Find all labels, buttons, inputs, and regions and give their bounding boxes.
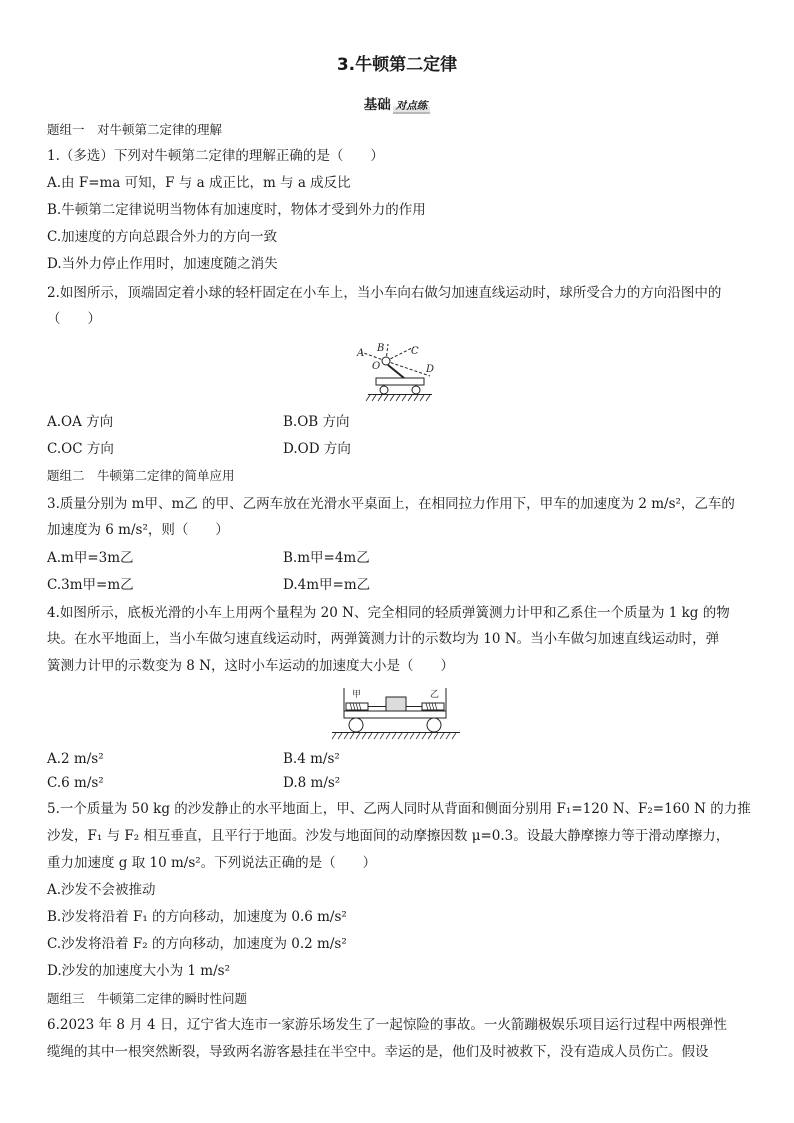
q5-option-c: C.沙发将沿着 F₂ 的方向移动，加速度为 0.2 m/s² bbox=[47, 936, 347, 952]
q2-stem-line2: （ ） bbox=[47, 311, 101, 327]
q4-stem-line1: 4.如图所示，底板光滑的小车上用两个量程为 20 N、完全相同的轻质弹簧测力计甲和乙系住一个质量为 1 kg 的物 bbox=[47, 605, 730, 621]
q2-label-o: O bbox=[372, 361, 381, 372]
q2-dir-oc bbox=[386, 347, 414, 361]
q6-stem-line1: 6.2023 年 8 月 4 日，辽宁省大连市一家游乐场发生了一起惊险的事故。一火箭蹦极娱乐项目运行过程中两根弹性 bbox=[47, 1017, 727, 1033]
q1-option-a: A.由 F=ma 可知，F 与 a 成正比，m 与 a 成反比 bbox=[47, 175, 351, 191]
q2-cart-body bbox=[376, 378, 424, 385]
q3-stem-line1: 3.质量分别为 m甲、m乙 的甲、乙两车放在光滑水平桌面上，在相同拉力作用下，甲车的加速度为 2 m/s²，乙车的 bbox=[47, 496, 735, 512]
q4-wheel-right bbox=[427, 718, 441, 732]
q2-label-b: B bbox=[377, 343, 385, 354]
q2-wheel-right bbox=[412, 386, 420, 394]
q1-option-b: B.牛顿第二定律说明当物体有加速度时，物体才受到外力的作用 bbox=[47, 202, 426, 218]
q1-option-c: C.加速度的方向总跟合外力的方向一致 bbox=[47, 229, 278, 245]
q5-stem-line3: 重力加速度 g 取 10 m/s²。下列说法正确的是（ ） bbox=[47, 855, 377, 871]
group-heading-1: 题组一 对牛顿第二定律的理解 bbox=[47, 122, 223, 137]
q4-stem-line3: 簧测力计甲的示数变为 8 N，这时小车运动的加速度大小是（ ） bbox=[47, 658, 454, 674]
q2-ball bbox=[382, 357, 390, 365]
q4-ground-hatch bbox=[332, 733, 456, 739]
q3-option-a: A.m甲=3m乙 bbox=[47, 550, 134, 566]
q3-option-c: C.3m甲=m乙 bbox=[47, 577, 134, 593]
banner-main: 基础 bbox=[363, 97, 391, 113]
q4-label-yi: 乙 bbox=[430, 690, 440, 700]
q5-stem-line1: 5.一个质量为 50 kg 的沙发静止的水平地面上，甲、乙两人同时从背面和侧面分别用 F₁=120 N、F₂=160 N 的力推 bbox=[47, 801, 751, 817]
q2-label-a: A bbox=[357, 348, 365, 359]
q1-stem: 1.（多选）下列对牛顿第二定律的理解正确的是（ ） bbox=[47, 148, 384, 164]
section-banner bbox=[0, 93, 794, 113]
q4-wheel-left bbox=[349, 718, 363, 732]
q2-option-b: B.OB 方向 bbox=[283, 414, 350, 430]
q2-option-a: A.OA 方向 bbox=[47, 414, 114, 430]
q2-figure bbox=[350, 338, 450, 406]
q3-option-b: B.m甲=4m乙 bbox=[283, 550, 370, 566]
q4-option-d: D.8 m/s² bbox=[283, 775, 341, 791]
q4-stem-line2: 块。在水平地面上，当小车做匀速直线运动时，两弹簧测力计的示数均为 10 N。当小车做匀加速直线运动时，弹 bbox=[47, 631, 720, 647]
banner-sub: 对点练 bbox=[393, 100, 431, 114]
q3-stem-line2: 加速度为 6 m/s²，则（ ） bbox=[47, 522, 229, 538]
q6-stem-line2: 缆绳的其中一根突然断裂，导致两名游客悬挂在半空中。幸运的是，他们及时被救下，没有造成人员伤亡。假设 bbox=[47, 1044, 709, 1060]
q4-figure bbox=[328, 684, 464, 740]
q5-option-b: B.沙发将沿着 F₁ 的方向移动，加速度为 0.6 m/s² bbox=[47, 909, 347, 925]
q4-block bbox=[386, 697, 406, 711]
q4-label-jia: 甲 bbox=[352, 690, 362, 700]
q2-label-c: C bbox=[411, 346, 419, 357]
q2-stem-line1: 2.如图所示，顶端固定着小球的轻杆固定在小车上，当小车向右做匀加速直线运动时，球所受合力的方向沿图中的 bbox=[47, 285, 722, 301]
q3-option-d: D.4m甲=m乙 bbox=[283, 577, 371, 593]
page-title: 3.牛顿第二定律 bbox=[336, 55, 458, 75]
q5-option-a: A.沙发不会被推动 bbox=[47, 882, 156, 898]
group-heading-3: 题组三 牛顿第二定律的瞬时性问题 bbox=[47, 991, 248, 1006]
q2-option-d: D.OD 方向 bbox=[283, 441, 351, 457]
q2-ground-hatch bbox=[366, 395, 430, 401]
q4-option-a: A.2 m/s² bbox=[47, 751, 104, 767]
group-heading-2: 题组二 牛顿第二定律的简单应用 bbox=[47, 468, 235, 483]
q1-option-d: D.当外力停止作用时，加速度随之消失 bbox=[47, 256, 278, 272]
q5-stem-line2: 沙发，F₁ 与 F₂ 相互垂直，且平行于地面。沙发与地面间的动摩擦因数 μ=0.3。设最大静摩擦力等于滑动摩擦力， bbox=[47, 828, 730, 844]
q2-option-c: C.OC 方向 bbox=[47, 441, 114, 457]
q4-option-b: B.4 m/s² bbox=[283, 751, 340, 767]
q2-rod bbox=[388, 365, 404, 378]
q2-wheel-left bbox=[380, 386, 388, 394]
q4-option-c: C.6 m/s² bbox=[47, 775, 104, 791]
q2-label-d: D bbox=[426, 364, 435, 375]
q5-option-d: D.沙发的加速度大小为 1 m/s² bbox=[47, 963, 230, 979]
